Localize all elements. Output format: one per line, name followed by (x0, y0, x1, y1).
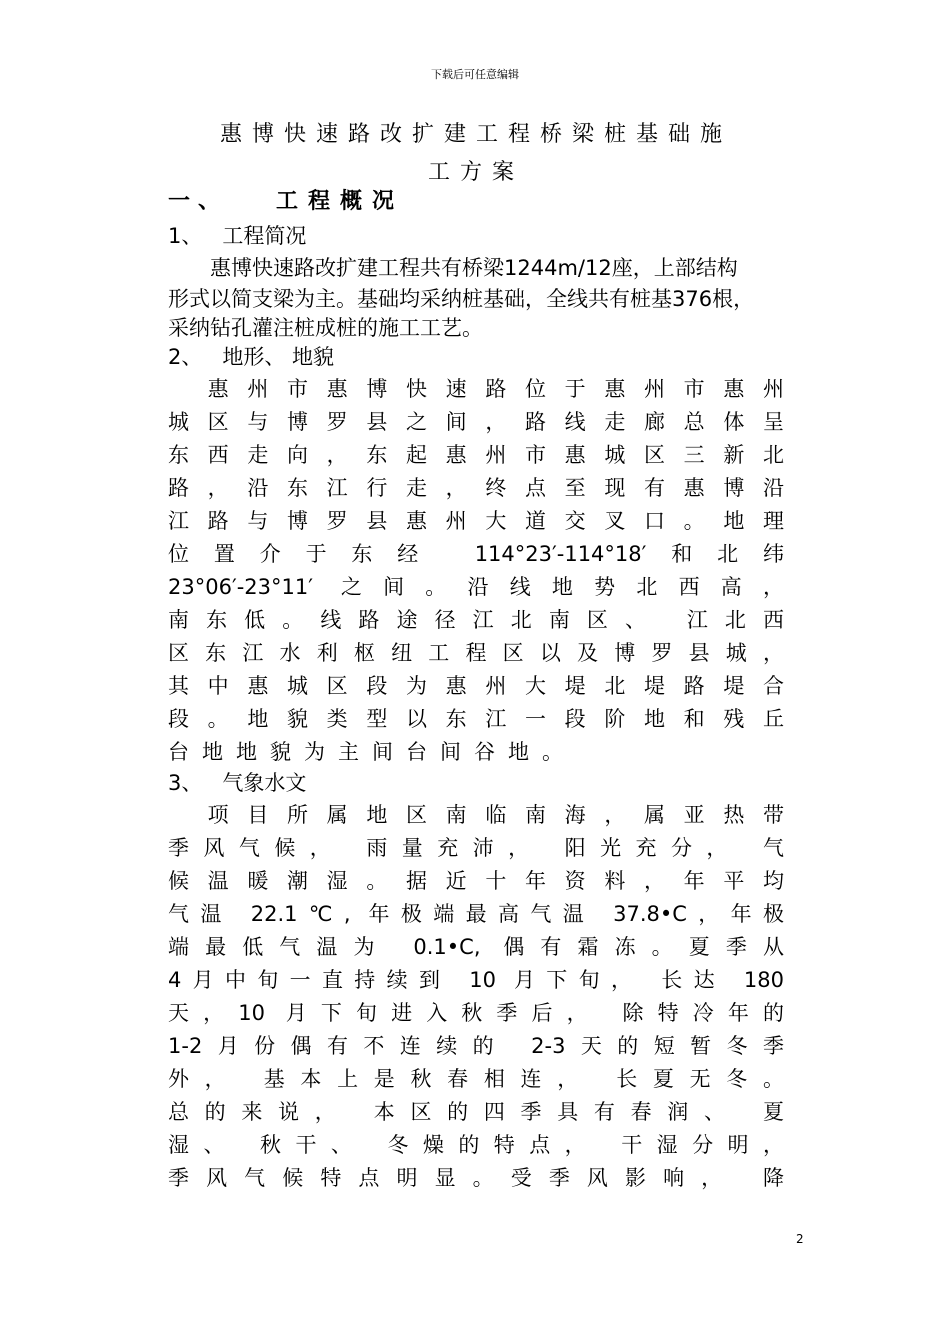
subsection-heading-1 (168, 220, 784, 253)
subsection-number: 3、 (168, 771, 203, 795)
body-line: 端最低气温为 0.1•C, 偶有霜冻。夏季从 (168, 935, 784, 959)
page-number: 2 (796, 1232, 804, 1246)
subsection-number: 1、 (168, 224, 203, 248)
body-line: 候温暖潮湿。据近十年资料，年平均 (168, 869, 784, 893)
document-title-line-2: 工方案 (427, 160, 524, 185)
body-line: 季风气候特点明显。受季风影响， 降 (168, 1166, 784, 1190)
body-line: 东西走向，东起惠州市惠城区三新北 (168, 443, 784, 467)
body-line: 4月中旬一直持续到 10 月下旬， 长达 180 (168, 968, 784, 992)
body-line: 区东江水利枢纽工程区以及博罗县城， (168, 641, 784, 665)
subsection-title: 气象水文 (222, 771, 307, 795)
subsection-title: 地形、 地貌 (222, 345, 335, 369)
body-line: 城区与博罗县之间，路线走廊总体呈 (168, 410, 784, 434)
body-line: 气温 22.1℃, 年极端最高气温 37.8•C，年极 (168, 902, 784, 926)
document-title (168, 116, 784, 192)
subsection-heading-2 (168, 341, 784, 374)
section-title: 工程概况 (276, 189, 405, 214)
body-line: 季风气候， 雨量充沛， 阳光充分， 气 (168, 836, 784, 860)
body-line: 江路与博罗县惠州大道交叉口。地理 (168, 509, 784, 533)
body-line: 1-2月份偶有不连续的 2-3天的短暂冬季 (168, 1034, 784, 1058)
body-line: 湿、 秋干、 冬燥的特点， 干湿分明， (168, 1133, 784, 1157)
subsection-number: 2、 (168, 345, 203, 369)
section-heading (168, 186, 404, 218)
body-line: 总的来说， 本区的四季具有春润、 夏 (168, 1100, 784, 1124)
page-header: 下载后可任意编辑 (431, 68, 519, 81)
subsection-title: 工程简况 (222, 224, 307, 248)
body-line: 项目所属地区南临南海，属亚热带 (168, 803, 784, 827)
body-line: 23°06′-23°11′ 之间。沿线地势北西高， (168, 575, 784, 599)
section-number: 一、 (168, 189, 229, 214)
body-line: 路，沿东江行走，终点至现有惠博沿 (168, 476, 784, 500)
body-line: 天，10 月下旬进入秋季后， 除特冷年的 (168, 1001, 784, 1025)
body-line: 采纳钻孔灌注桩成桩的施工工艺。 (168, 316, 483, 340)
body-line: 惠州市惠博快速路位于惠州市惠州 (168, 377, 784, 401)
body-line: 惠博快速路改扩建工程共有桥梁1244m/12座，上部结构 (168, 256, 738, 280)
body-line: 南东低。线路途径江北南区、 江北西 (168, 608, 784, 632)
body-line: 台地地貌为主间台间谷地。 (168, 740, 576, 764)
body-line: 段。地貌类型以东江一段阶地和残丘 (168, 707, 784, 731)
subsection-heading-3 (168, 767, 784, 800)
body-line: 其中惠城区段为惠州大堤北堤路堤合 (168, 674, 784, 698)
document-title-line-1: 惠博快速路改扩建工程桥梁桩基础施 (219, 122, 732, 147)
body-line: 外， 基本上是秋春相连， 长夏无冬。 (168, 1067, 784, 1091)
body-line: 形式以简支梁为主。基础均采纳桩基础，全线共有桩基376根， (168, 287, 755, 311)
body-line: 位置介于东经 114°23′-114°18′和北纬 (168, 542, 784, 566)
